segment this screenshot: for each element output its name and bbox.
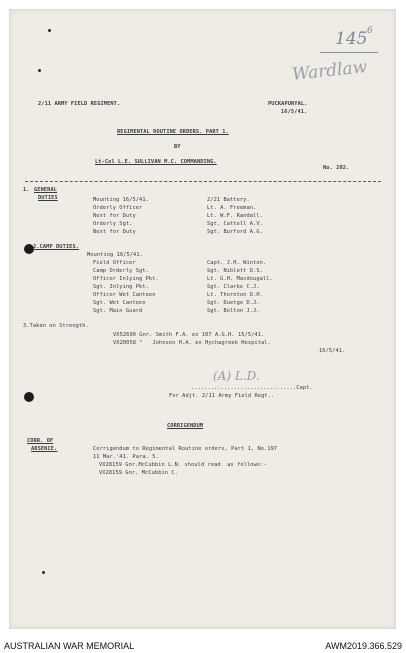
general-duty-label: Orderly Sgt. [93, 221, 133, 227]
general-duty-label: Mounting 16/5/41. [93, 197, 149, 203]
general-duty-value: Lt. A. Freeman. [207, 205, 257, 211]
document-page [9, 9, 396, 629]
general-duty-label: Next for Duty [93, 213, 136, 219]
corrigendum-line: 11 Mar.'41. Para. 5. [93, 454, 159, 460]
camp-duty-label: Sgt. Wet Canteen [93, 300, 146, 306]
order-number: No. 202. [323, 165, 350, 171]
general-duty-label: Orderly Officer [93, 205, 143, 211]
corrigendum-line: VX28159 Gnr. McCubbin C. [99, 470, 178, 476]
general-duty-value: Sgt. Burford A.G. [207, 229, 263, 235]
ink-spot [42, 571, 45, 574]
section-3-heading: 3.Taken on Strength. [23, 323, 89, 329]
camp-duty-label: Sgt. Main Guard [93, 308, 143, 314]
camp-duty-value: Sgt. Duetgo D.J. [207, 300, 260, 306]
strength-entry-date: 16/5/41. [319, 348, 346, 354]
camp-duty-value: Sgt. Bolton J.J. [207, 308, 260, 314]
camp-duty-label: Camp Orderly Sgt. [93, 268, 149, 274]
camp-duty-label: Field Officer [93, 260, 136, 266]
strength-entry: VX20058 " Johnson H.A. ex Hychagreek Hospital. [113, 340, 271, 346]
header-divider [25, 181, 381, 182]
corrigendum-heading: CORRIGENDUM [167, 423, 204, 429]
camp-duty-label: Officer Wet Canteen [93, 292, 156, 298]
commander-line: Lt-Col L.E. SULLIVAN M.C. COMMANDING. [95, 159, 217, 165]
camp-duties-mounting: Mounting 16/5/41. [87, 252, 143, 258]
section-1-heading: DUTIES [38, 195, 58, 201]
orders-title: REGIMENTAL ROUTINE ORDERS. PART 1. [117, 129, 229, 135]
footer-bar [0, 637, 406, 653]
corrigendum-side-heading: CORR. OF [27, 438, 54, 444]
corrigendum-side-heading: ABSENCE. [31, 446, 58, 452]
ink-spot [38, 69, 41, 72]
strength-entry: VX52690 Gnr. Smith F.A. ex 107 A.G.H. 15/5/41. [113, 332, 265, 338]
stamp-superscript: 6 [367, 26, 373, 36]
section-2-heading: 2.CAMP DUTIES. [33, 244, 80, 250]
general-duty-value: Sgt. Cattell A.V. [207, 221, 263, 227]
footer-accession: AWM2019.366.529 [325, 641, 402, 651]
unit-name: 2/11 ARMY FIELD REGIMENT. [38, 101, 121, 107]
signature-line: ................................Capt. [191, 385, 313, 391]
camp-duty-label: Officer Inlying Pkt. [93, 276, 159, 282]
camp-duty-value: Lt. Thornton D.H. [207, 292, 263, 298]
camp-duty-value: Lt. G.H. Macdougall. [207, 276, 273, 282]
camp-duty-value: Sgt. Clarke C.J. [207, 284, 260, 290]
general-duty-label: Next for Duty [93, 229, 136, 235]
section-1-heading: GENERAL [34, 187, 58, 193]
footer-credit: AUSTRALIAN WAR MEMORIAL [4, 641, 135, 651]
corrigendum-line: VX28159 Gnr.McCubbin L.N. should read as follows:- [99, 462, 267, 468]
ink-spot [48, 29, 51, 32]
for-adjutant-line: For Adjt. 2/11 Army Field Regt.. [169, 393, 275, 399]
camp-duty-value: Sgt. Niblett D.S. [207, 268, 263, 274]
corrigendum-line: Corrigendum to Regimental Routine orders, Part 1, No.197 [93, 446, 278, 452]
place: PUCKAPUNYAL. [268, 101, 308, 107]
camp-duty-label: Sgt. Inlying Pkt. [93, 284, 149, 290]
handwritten-signature: Wardlaw [291, 57, 369, 85]
section-1-number: 1. [23, 187, 30, 193]
by-line: BY [174, 144, 181, 150]
stamp-number: 145 [335, 29, 368, 49]
general-duty-value: Lt. W.F. Randall. [207, 213, 263, 219]
camp-duty-value: Capt. J.H. Winton. [207, 260, 267, 266]
general-duty-value: 2/21 Battery. [207, 197, 250, 203]
stamp-underline [320, 52, 378, 53]
officer-signature: (A) L.D. [213, 369, 260, 383]
order-date: 16/5/41. [281, 109, 308, 115]
binder-hole-bottom [24, 392, 34, 402]
